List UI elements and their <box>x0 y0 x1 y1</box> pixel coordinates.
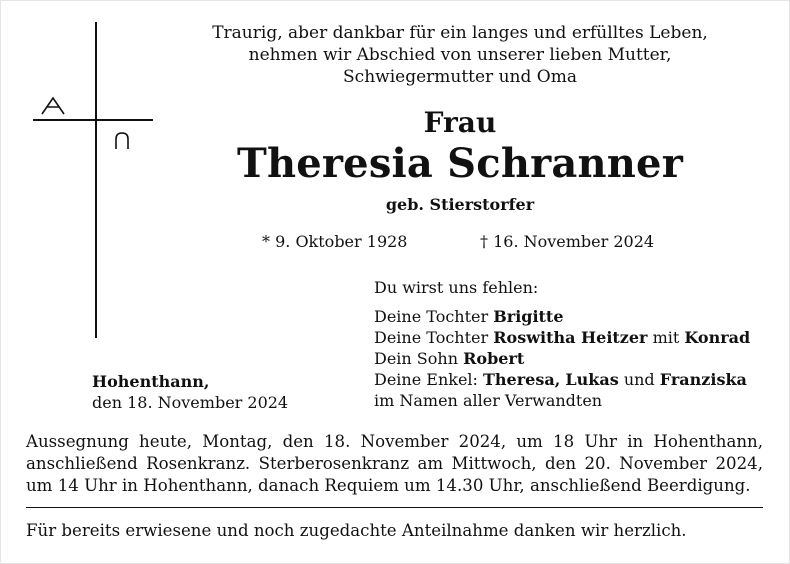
date: den 18. November 2024 <box>92 393 289 412</box>
service-info: Aussegnung heute, Montag, den 18. November 2024, um 18 Uhr in Hohenthann, anschließend Rosenkranz. Sterberosenkranz am Mittwoch, den 20. November 2024, um 14 Uhr in Hohenthann, danach Requiem um 14.30 Uhr, anschließend Beerdigung. <box>26 432 763 495</box>
family-line: Deine Enkel: Theresa, Lukas und Franziska <box>374 370 747 389</box>
family-line: Deine Tochter Brigitte <box>374 307 564 326</box>
place: Hohenthann, <box>92 372 210 391</box>
intro-line: Schwiegermutter und Oma <box>343 67 577 87</box>
intro-line: Traurig, aber dankbar für ein langes und erfülltes Leben, <box>212 23 708 43</box>
family-list <box>374 277 750 411</box>
family-line: Deine Tochter Roswitha Heitzer mit Konrad <box>374 328 751 347</box>
birth-date: * 9. Oktober 1928 <box>262 232 408 251</box>
family-line: im Namen aller Verwandten <box>374 391 603 410</box>
title: Frau <box>423 106 497 139</box>
family-line: Dein Sohn Robert <box>374 349 525 368</box>
thanks-text: Für bereits erwiesene und noch zugedachte Anteilnahme danken wir herzlich. <box>26 521 687 540</box>
intro-line: nehmen wir Abschied von unserer lieben Mutter, <box>248 45 672 65</box>
alpha-icon <box>40 96 66 116</box>
maiden-name: geb. Stierstorfer <box>385 195 535 214</box>
death-date: † 16. November 2024 <box>480 232 655 251</box>
miss-you-line: Du wirst uns fehlen: <box>374 278 539 297</box>
place-date <box>92 371 288 413</box>
deceased-name: Theresia Schranner <box>237 140 683 187</box>
intro-text <box>160 22 760 88</box>
omega-icon <box>114 132 130 150</box>
divider <box>26 507 763 508</box>
